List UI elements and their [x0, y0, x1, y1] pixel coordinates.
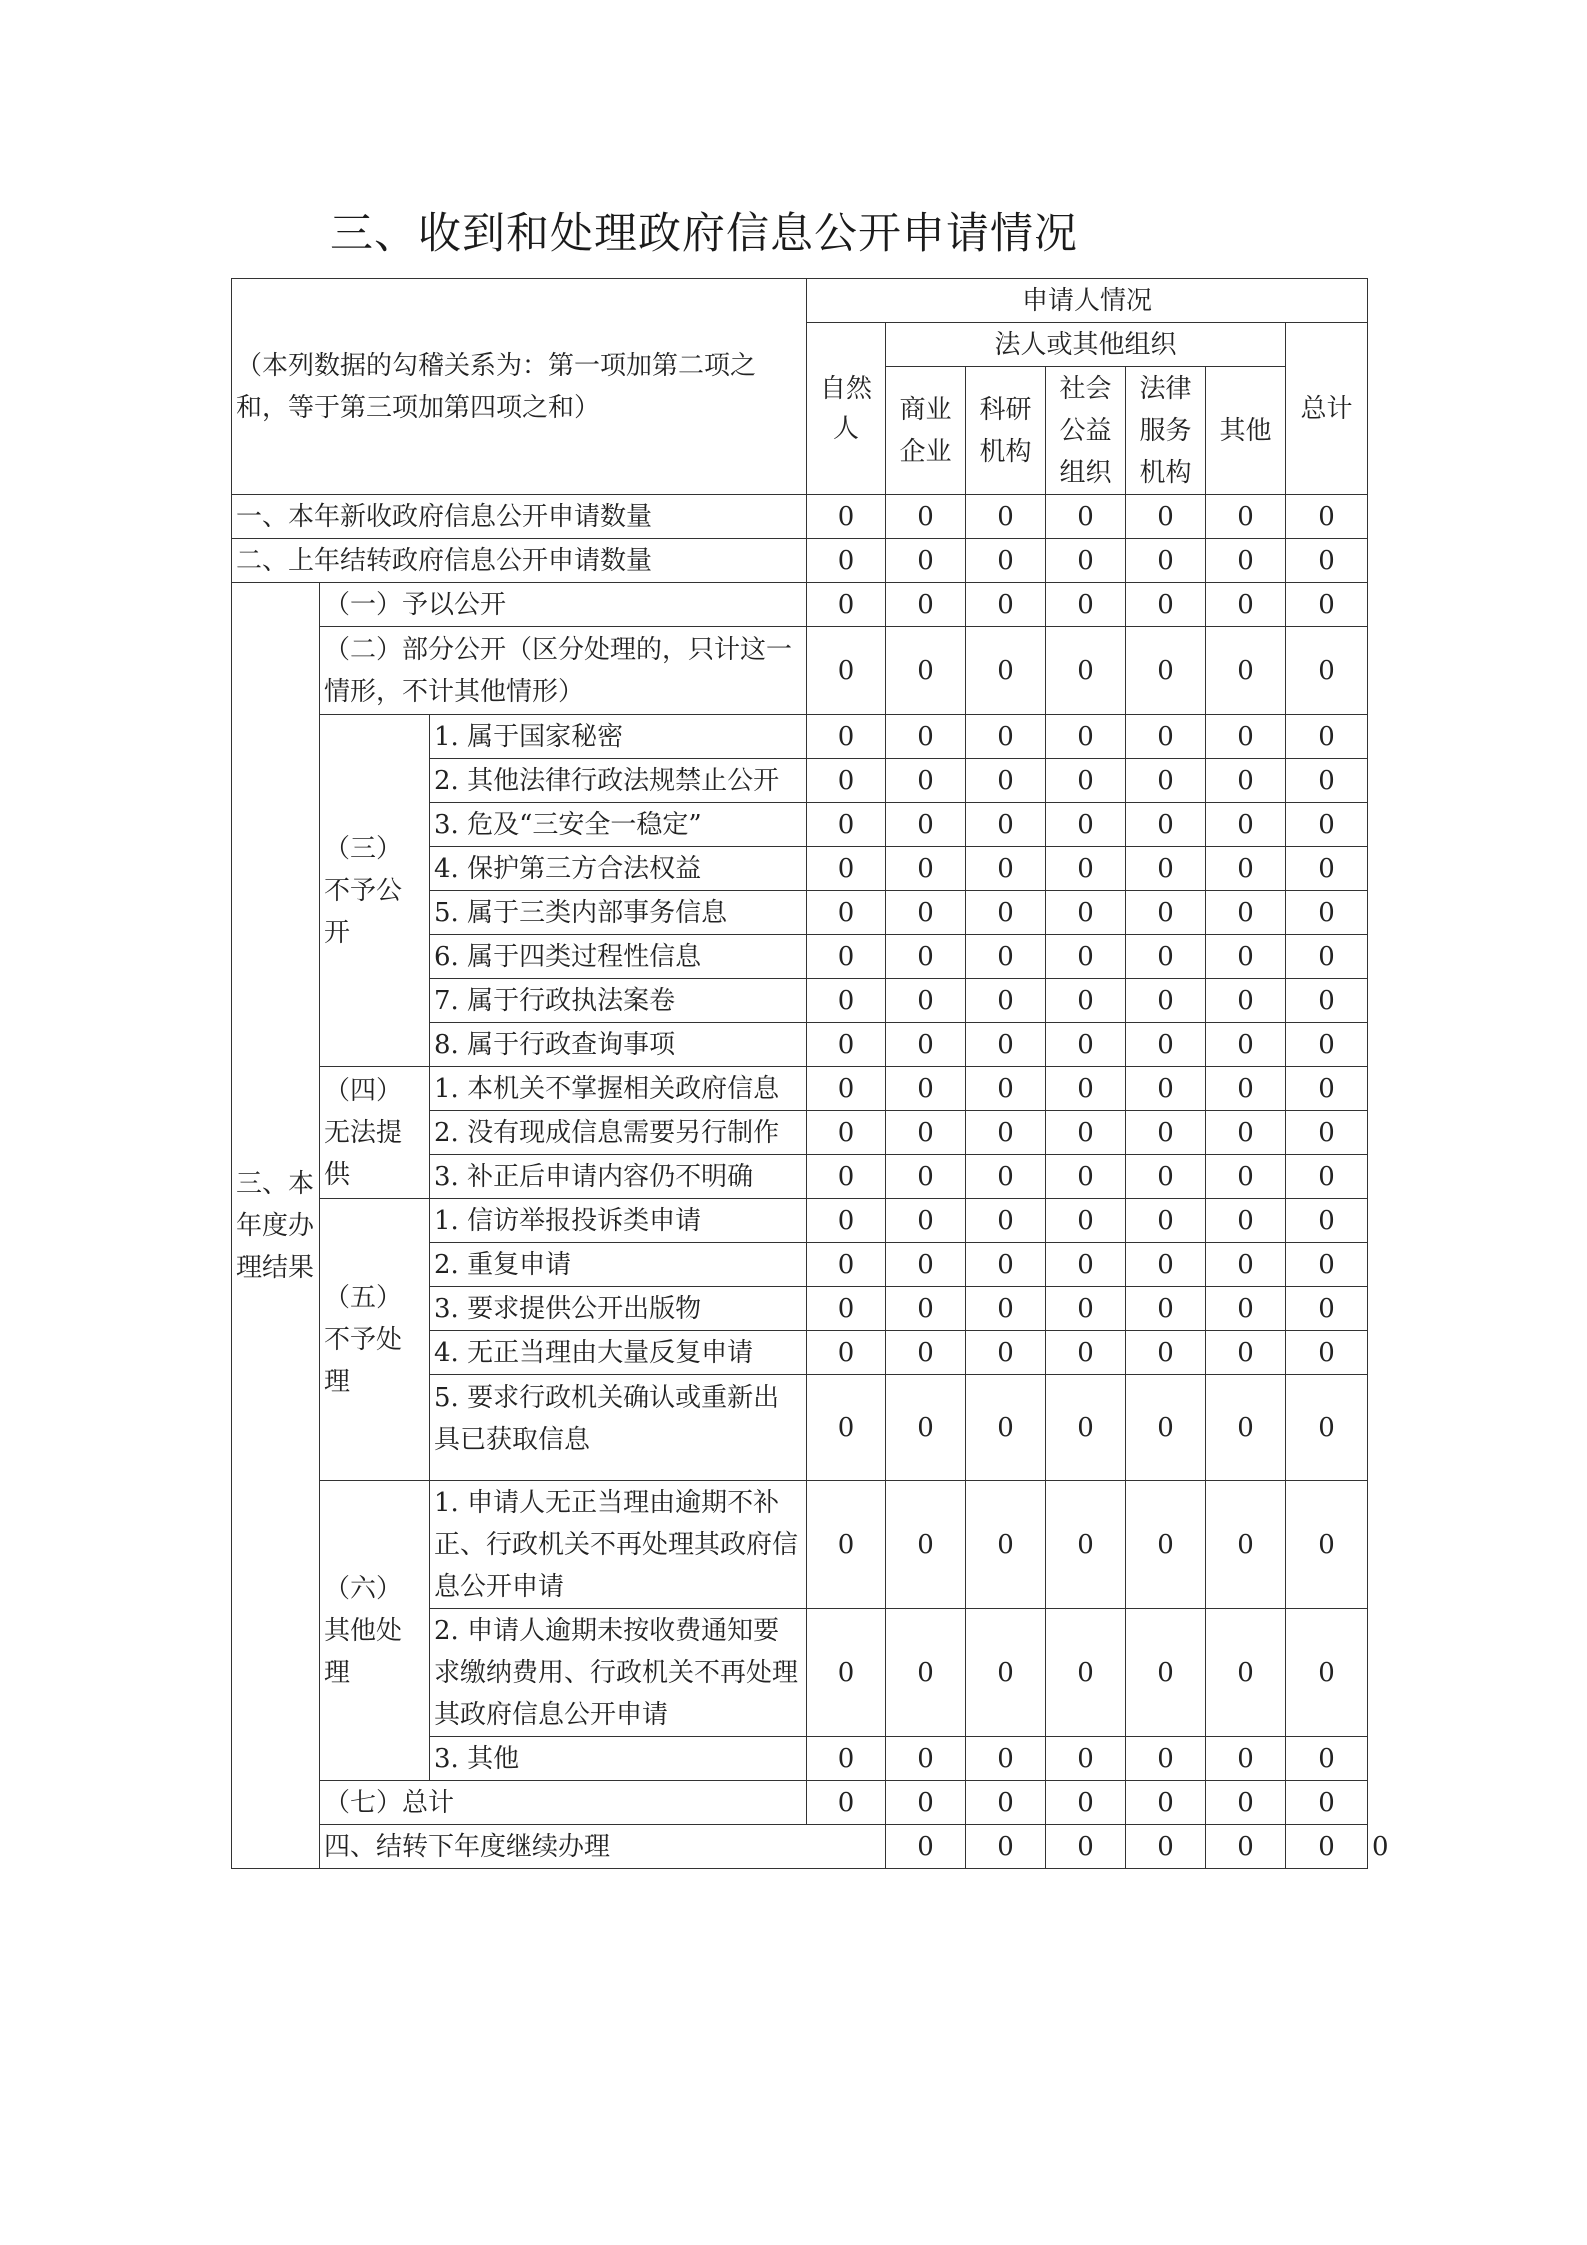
cell: 0 — [966, 1243, 1046, 1287]
cell: 0 — [966, 847, 1046, 891]
cell: 0 — [886, 539, 966, 583]
cell: 0 — [1206, 715, 1286, 759]
row-label: 2. 重复申请 — [430, 1243, 807, 1287]
cell: 0 — [886, 1825, 966, 1869]
cell: 0 — [1206, 1111, 1286, 1155]
cell: 0 — [807, 495, 886, 539]
cell: 0 — [1046, 979, 1126, 1023]
header-col-other: 其他 — [1206, 367, 1286, 495]
cell: 0 — [1046, 759, 1126, 803]
row-label: 1. 信访举报投诉类申请 — [430, 1199, 807, 1243]
cell: 0 — [1126, 1737, 1206, 1781]
cell: 0 — [1206, 539, 1286, 583]
cell: 0 — [1046, 583, 1126, 627]
cell: 0 — [1286, 539, 1368, 583]
cell: 0 — [966, 1111, 1046, 1155]
cell: 0 — [807, 1067, 886, 1111]
cell: 0 — [966, 935, 1046, 979]
cell: 0 — [1206, 1287, 1286, 1331]
cell: 0 — [1286, 847, 1368, 891]
cell: 0 — [1206, 1737, 1286, 1781]
row-label: 4. 保护第三方合法权益 — [430, 847, 807, 891]
cell: 0 — [1046, 1287, 1126, 1331]
cell: 0 — [886, 1481, 966, 1609]
group-3-label: （三）不予公开 — [320, 715, 430, 1067]
table-row — [232, 1781, 1368, 1825]
cell: 0 — [1206, 1155, 1286, 1199]
cell: 0 — [966, 979, 1046, 1023]
cell: 0 — [1206, 627, 1286, 715]
cell: 0 — [1046, 1825, 1126, 1869]
cell: 0 — [1046, 539, 1126, 583]
table-row — [232, 1067, 1368, 1111]
cell: 0 — [966, 539, 1046, 583]
cell: 0 — [886, 1781, 966, 1825]
cell: 0 — [1206, 1481, 1286, 1609]
table-row — [232, 627, 1368, 715]
header-col-public-welfare: 社会公益组织 — [1046, 367, 1126, 495]
cell: 0 — [1206, 1243, 1286, 1287]
cell: 0 — [1286, 891, 1368, 935]
cell: 0 — [886, 583, 966, 627]
cell: 0 — [1286, 935, 1368, 979]
cell: 0 — [1286, 1155, 1368, 1199]
cell: 0 — [1046, 935, 1126, 979]
cell: 0 — [1126, 891, 1206, 935]
cell: 0 — [966, 1287, 1046, 1331]
cell: 0 — [1206, 1825, 1286, 1869]
cell: 0 — [807, 891, 886, 935]
cell: 0 — [1126, 495, 1206, 539]
cell: 0 — [1206, 979, 1286, 1023]
cell: 0 — [807, 715, 886, 759]
cell: 0 — [1286, 1609, 1368, 1737]
cell: 0 — [1206, 803, 1286, 847]
cell: 0 — [966, 1155, 1046, 1199]
cell: 0 — [1126, 1067, 1206, 1111]
cell: 0 — [1126, 1243, 1206, 1287]
cell: 0 — [1126, 539, 1206, 583]
cell: 0 — [807, 1287, 886, 1331]
cell: 0 — [1046, 1199, 1126, 1243]
cell: 0 — [886, 935, 966, 979]
row-label: 四、结转下年度继续办理 — [320, 1825, 886, 1869]
row-label: 一、本年新收政府信息公开申请数量 — [232, 495, 807, 539]
cell: 0 — [1126, 979, 1206, 1023]
cell: 0 — [886, 1155, 966, 1199]
cell: 0 — [1046, 1781, 1126, 1825]
row-label: 4. 无正当理由大量反复申请 — [430, 1331, 807, 1375]
cell: 0 — [1126, 1481, 1206, 1609]
cell: 0 — [807, 847, 886, 891]
info-disclosure-table — [231, 278, 1389, 1869]
row-label: 1. 属于国家秘密 — [430, 715, 807, 759]
cell: 0 — [1046, 1155, 1126, 1199]
cell: 0 — [1046, 1609, 1126, 1737]
cell: 0 — [1126, 1781, 1206, 1825]
cell: 0 — [966, 1609, 1046, 1737]
cell: 0 — [1206, 1331, 1286, 1375]
cell: 0 — [886, 1609, 966, 1737]
cell: 0 — [886, 803, 966, 847]
cell: 0 — [966, 1331, 1046, 1375]
cell: 0 — [966, 1481, 1046, 1609]
cell: 0 — [1126, 1825, 1206, 1869]
cell: 0 — [1126, 1331, 1206, 1375]
cell: 0 — [1286, 1331, 1368, 1375]
cell: 0 — [1046, 1375, 1126, 1481]
cell: 0 — [966, 583, 1046, 627]
table-row — [232, 583, 1368, 627]
cell: 0 — [1286, 1067, 1368, 1111]
table-row — [232, 495, 1368, 539]
cell: 0 — [966, 891, 1046, 935]
cell: 0 — [1046, 715, 1126, 759]
group-5-label: （五）不予处理 — [320, 1199, 430, 1481]
cell: 0 — [886, 495, 966, 539]
cell: 0 — [1126, 715, 1206, 759]
header-applicant: 申请人情况 — [807, 279, 1368, 323]
cell: 0 — [966, 1825, 1046, 1869]
group-6-label: （六）其他处理 — [320, 1481, 430, 1781]
cell: 0 — [1126, 847, 1206, 891]
cell: 0 — [1206, 1067, 1286, 1111]
cell: 0 — [807, 1781, 886, 1825]
cell: 0 — [807, 627, 886, 715]
cell: 0 — [966, 1737, 1046, 1781]
page-title: 三、收到和处理政府信息公开申请情况 — [330, 209, 1078, 259]
row-label: 7. 属于行政执法案卷 — [430, 979, 807, 1023]
cell: 0 — [807, 935, 886, 979]
row-label: 1. 申请人无正当理由逾期不补正、行政机关不再处理其政府信息公开申请 — [430, 1481, 807, 1609]
cell: 0 — [807, 1243, 886, 1287]
cell: 0 — [1126, 1287, 1206, 1331]
row-label: 3. 其他 — [430, 1737, 807, 1781]
row-label: 5. 属于三类内部事务信息 — [430, 891, 807, 935]
row-label: 2. 没有现成信息需要另行制作 — [430, 1111, 807, 1155]
cell: 0 — [966, 759, 1046, 803]
row-label: 6. 属于四类过程性信息 — [430, 935, 807, 979]
cell: 0 — [1286, 627, 1368, 715]
cell: 0 — [1046, 627, 1126, 715]
table-row — [232, 1481, 1368, 1609]
cell: 0 — [966, 1781, 1046, 1825]
cell: 0 — [886, 1199, 966, 1243]
cell: 0 — [886, 979, 966, 1023]
cell: 0 — [1126, 803, 1206, 847]
group-4-label: （四）无法提供 — [320, 1067, 430, 1199]
cell: 0 — [1286, 759, 1368, 803]
cell: 0 — [886, 1111, 966, 1155]
table-row — [232, 539, 1368, 583]
cell: 0 — [886, 1243, 966, 1287]
header-total: 总计 — [1286, 323, 1368, 495]
header-natural-person: 自然人 — [807, 323, 886, 495]
table-row — [232, 715, 1368, 759]
cell: 0 — [966, 1067, 1046, 1111]
cell: 0 — [1206, 759, 1286, 803]
cell: 0 — [1286, 1111, 1368, 1155]
cell: 0 — [1286, 715, 1368, 759]
cell: 0 — [807, 583, 886, 627]
cell: 0 — [1206, 1609, 1286, 1737]
cell: 0 — [966, 803, 1046, 847]
cell: 0 — [1126, 1609, 1206, 1737]
cell: 0 — [807, 1155, 886, 1199]
cell: 0 — [966, 715, 1046, 759]
cell: 0 — [1206, 891, 1286, 935]
cell: 0 — [1046, 1331, 1126, 1375]
cell: 0 — [886, 847, 966, 891]
cell: 0 — [1286, 1825, 1368, 1869]
cell: 0 — [807, 759, 886, 803]
cell: 0 — [1046, 1481, 1126, 1609]
cell: 0 — [1206, 1375, 1286, 1481]
row-label: 1. 本机关不掌握相关政府信息 — [430, 1067, 807, 1111]
cell: 0 — [1286, 979, 1368, 1023]
cell: 0 — [1046, 495, 1126, 539]
cell: 0 — [1206, 495, 1286, 539]
cell: 0 — [807, 1111, 886, 1155]
cell: 0 — [1126, 627, 1206, 715]
row-label: 3. 危及“三安全一稳定” — [430, 803, 807, 847]
header-col-research: 科研机构 — [966, 367, 1046, 495]
cell: 0 — [1126, 583, 1206, 627]
cell: 0 — [886, 1331, 966, 1375]
cell: 0 — [1286, 1781, 1368, 1825]
cell: 0 — [886, 759, 966, 803]
cell: 0 — [1046, 1023, 1126, 1067]
cell: 0 — [886, 891, 966, 935]
cell: 0 — [1206, 583, 1286, 627]
cell: 0 — [1126, 1375, 1206, 1481]
cell: 0 — [1126, 1023, 1206, 1067]
cell: 0 — [1206, 847, 1286, 891]
row-label: （二）部分公开（区分处理的，只计这一情形，不计其他情形） — [320, 627, 807, 715]
cell: 0 — [1286, 803, 1368, 847]
cell: 0 — [807, 803, 886, 847]
row-label: 5. 要求行政机关确认或重新出具已获取信息 — [430, 1375, 807, 1481]
row-label: （七）总计 — [320, 1781, 807, 1825]
cell: 0 — [1206, 935, 1286, 979]
row-label: （一）予以公开 — [320, 583, 807, 627]
cell: 0 — [1286, 1375, 1368, 1481]
cell: 0 — [807, 1199, 886, 1243]
cell: 0 — [966, 495, 1046, 539]
header-col-legal-service: 法律服务机构 — [1126, 367, 1206, 495]
cell: 0 — [807, 1737, 886, 1781]
cell: 0 — [1046, 1737, 1126, 1781]
cell: 0 — [1126, 1155, 1206, 1199]
cell: 0 — [807, 979, 886, 1023]
cell: 0 — [1286, 1199, 1368, 1243]
section-3-label: 三、本年度办理结果 — [232, 583, 320, 1869]
cell: 0 — [1046, 1111, 1126, 1155]
cell: 0 — [1286, 583, 1368, 627]
cell: 0 — [1206, 1199, 1286, 1243]
cell: 0 — [886, 1023, 966, 1067]
header-legal-entity: 法人或其他组织 — [886, 323, 1286, 367]
header-note: （本列数据的勾稽关系为：第一项加第二项之和，等于第三项加第四项之和） — [232, 279, 807, 495]
cell: 0 — [966, 627, 1046, 715]
cell: 0 — [886, 715, 966, 759]
row-label: 二、上年结转政府信息公开申请数量 — [232, 539, 807, 583]
cell: 0 — [966, 1023, 1046, 1067]
row-label: 2. 申请人逾期未按收费通知要求缴纳费用、行政机关不再处理其政府信息公开申请 — [430, 1609, 807, 1737]
cell: 0 — [1206, 1781, 1286, 1825]
cell: 0 — [1126, 935, 1206, 979]
table-row — [232, 1199, 1368, 1243]
cell: 0 — [1126, 1199, 1206, 1243]
cell: 0 — [886, 1287, 966, 1331]
cell: 0 — [886, 1737, 966, 1781]
cell: 0 — [886, 1375, 966, 1481]
cell: 0 — [1286, 1287, 1368, 1331]
cell: 0 — [1046, 847, 1126, 891]
cell: 0 — [1286, 1481, 1368, 1609]
row-label: 8. 属于行政查询事项 — [430, 1023, 807, 1067]
cell: 0 — [807, 1331, 886, 1375]
cell: 0 — [807, 1375, 886, 1481]
cell: 0 — [1046, 1243, 1126, 1287]
cell: 0 — [1126, 759, 1206, 803]
cell: 0 — [1046, 803, 1126, 847]
cell: 0 — [1286, 495, 1368, 539]
row-label: 2. 其他法律行政法规禁止公开 — [430, 759, 807, 803]
cell: 0 — [1046, 1067, 1126, 1111]
row-label: 3. 要求提供公开出版物 — [430, 1287, 807, 1331]
cell: 0 — [807, 1023, 886, 1067]
cell: 0 — [966, 1375, 1046, 1481]
cell: 0 — [886, 627, 966, 715]
cell: 0 — [807, 1609, 886, 1737]
cell: 0 — [886, 1067, 966, 1111]
cell: 0 — [1286, 1023, 1368, 1067]
cell: 0 — [807, 539, 886, 583]
cell: 0 — [1286, 1243, 1368, 1287]
table-row: 四、结转下年度继续办理 0 0 0 0 0 0 0 — [232, 1825, 1368, 1869]
cell: 0 — [966, 1199, 1046, 1243]
row-label: 3. 补正后申请内容仍不明确 — [430, 1155, 807, 1199]
cell: 0 — [807, 1481, 886, 1609]
cell: 0 — [1126, 1111, 1206, 1155]
header-col-business: 商业企业 — [886, 367, 966, 495]
cell: 0 — [1286, 1737, 1368, 1781]
cell: 0 — [1046, 891, 1126, 935]
cell: 0 — [1206, 1023, 1286, 1067]
